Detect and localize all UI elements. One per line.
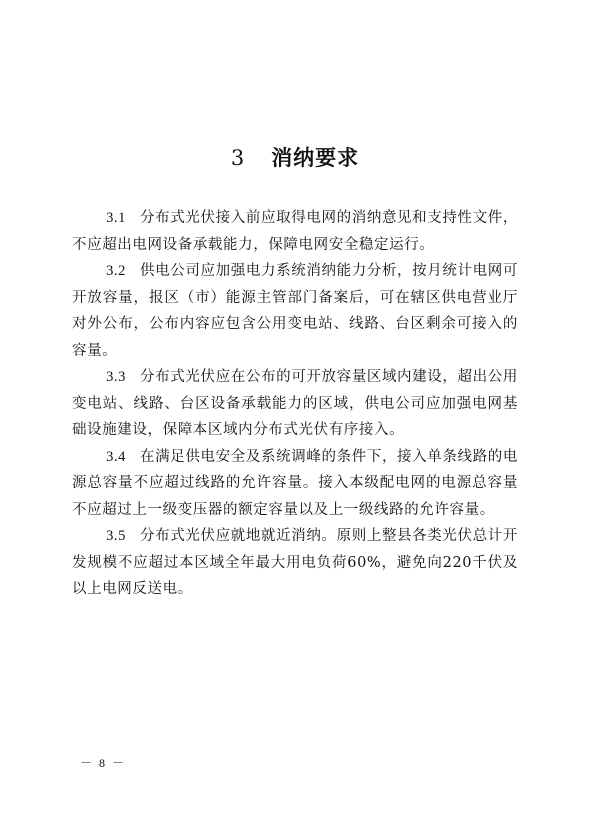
section-body	[72, 205, 518, 603]
page-number: － 8 －	[80, 756, 127, 770]
clause-3-4	[72, 444, 518, 524]
clause-number: 3.5	[106, 528, 126, 544]
clause-text: 在满足供电安全及系统调峰的条件下，接入单条线路的电源总容量不应超过线路的允许容量。接入本级配电网的电源总容量不应超过上一级变压器的额定容量以及上一级线路的允许容量。	[72, 448, 518, 518]
clause-3-1	[72, 205, 518, 258]
clause-text: 供电公司应加强电力系统消纳能力分析，按月统计电网可开放容量，报区（市）能源主管部门备案后，可在辖区供电营业厅对外公布，公布内容应包含公用变电站、线路、台区剩余可接入的容量。	[72, 263, 518, 359]
clause-number: 3.3	[106, 369, 126, 385]
clause-3-3	[72, 364, 518, 444]
section-title: 消纳要求	[271, 145, 360, 170]
section-number: 3	[230, 146, 246, 170]
clause-text: 分布式光伏应在公布的可开放容量区域内建设，超出公用变电站、线路、台区设备承载能力的区域，供电公司应加强电网基础设施建设，保障本区域内分布式光伏有序接入。	[72, 369, 518, 438]
clause-number: 3.2	[106, 263, 126, 279]
section-heading	[0, 142, 590, 172]
clause-3-2	[72, 258, 518, 364]
clause-3-5	[72, 523, 518, 603]
clause-text: 分布式光伏接入前应取得电网的消纳意见和支持性文件，不应超出电网设备承载能力，保障电网安全稳定运行。	[72, 210, 518, 253]
clause-number: 3.1	[106, 210, 126, 226]
clause-text: 分布式光伏应就地就近消纳。原则上整县各类光伏总计开发规模不应超过本区域全年最大用电负荷60%，避免向220千伏及以上电网反送电。	[72, 528, 518, 597]
clause-number: 3.4	[106, 448, 126, 465]
